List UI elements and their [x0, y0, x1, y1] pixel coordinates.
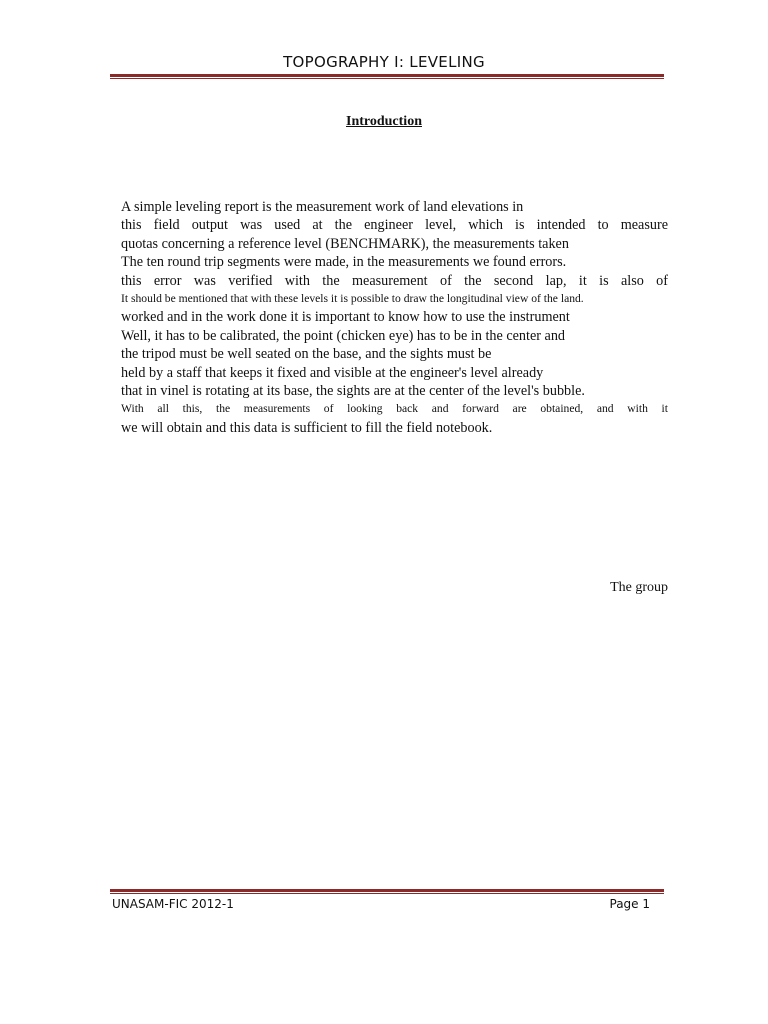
page-number: Page 1	[609, 897, 650, 911]
signature: The group	[610, 580, 668, 595]
body-line: Well, it has to be calibrated, the point (chicken eye) has to be in the center and	[121, 327, 566, 344]
body-line: With all this, the measurements of looking back and forward are obtained, and with it	[121, 402, 668, 416]
body-line: held by a staff that keeps it fixed and visible at the engineer's level already	[121, 364, 544, 381]
body-line: we will obtain and this data is sufficient to fill the field notebook.	[121, 419, 493, 436]
body-line: the tripod must be well seated on the base, and the sights must be	[121, 346, 492, 363]
body-paragraph	[121, 198, 668, 437]
header-rule	[110, 74, 664, 79]
footer-label: UNASAM-FIC 2012-1	[112, 897, 234, 911]
body-line: quotas concerning a reference level (BENCHMARK), the measurements taken	[121, 235, 569, 252]
body-line: this error was verified with the measurement of the second lap, it is also of	[121, 272, 668, 289]
body-line: worked and in the work done it is important to know how to use the instrument	[121, 309, 570, 326]
body-line: A simple leveling report is the measurement work of land elevations in	[121, 199, 524, 215]
section-heading: Introduction	[346, 114, 422, 129]
body-line: The ten round trip segments were made, in the measurements we found errors.	[121, 254, 567, 271]
header-title: TOPOGRAPHY I: LEVELING	[283, 53, 485, 71]
body-line: that in vinel is rotating at its base, the sights are at the center of the level's bubble.	[121, 383, 585, 400]
body-line: this field output was used at the engineer level, which is intended to measure	[121, 217, 668, 234]
body-line: It should be mentioned that with these levels it is possible to draw the longitudinal view of the land.	[121, 292, 584, 305]
footer-rule	[110, 889, 664, 894]
